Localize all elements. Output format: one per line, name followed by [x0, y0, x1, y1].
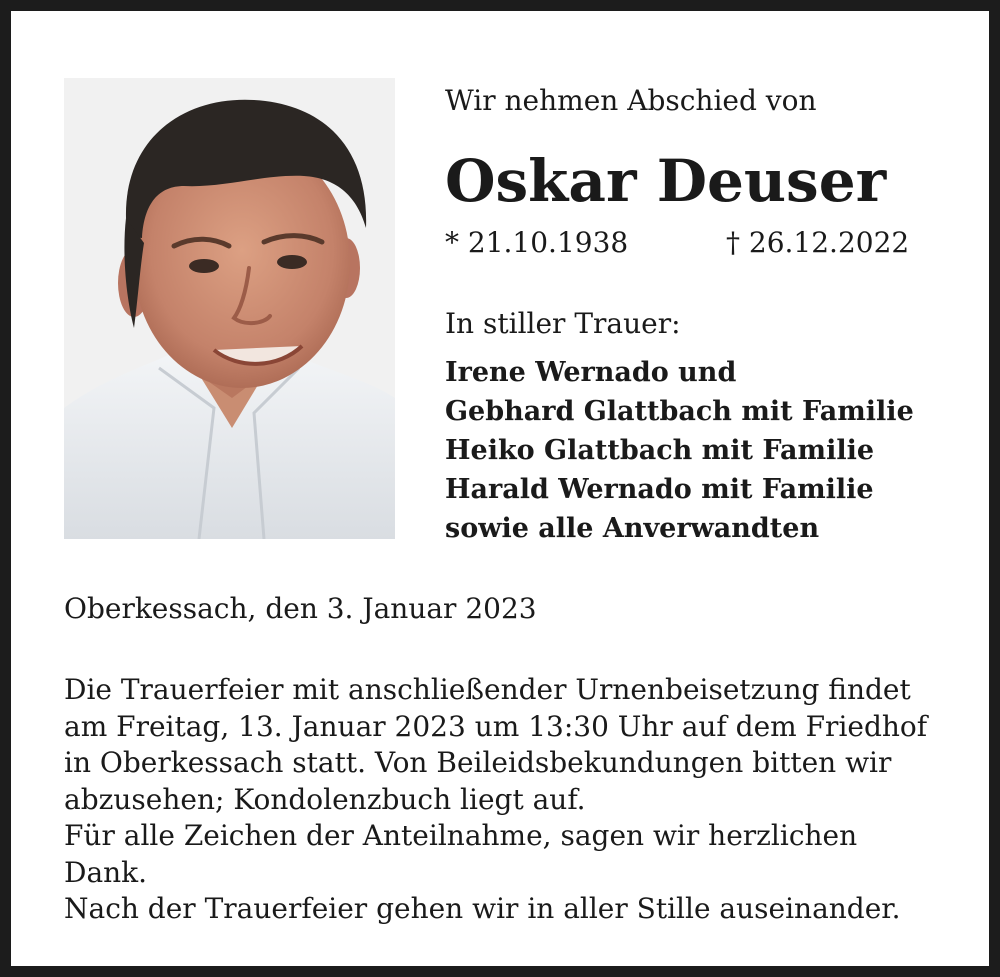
intro-text: Wir nehmen Abschied von: [445, 84, 817, 117]
body-line: Dank.: [64, 855, 148, 889]
place-and-date: Oberkessach, den 3. Januar 2023: [64, 592, 537, 625]
body-line: Für alle Zeichen der Anteilnahme, sagen wir herzlichen: [64, 819, 858, 852]
mourning-label: In stiller Trauer:: [445, 307, 681, 340]
portrait-photo: [64, 78, 395, 539]
body-line: abzusehen; Kondolenzbuch liegt auf.: [64, 782, 586, 816]
body-line: Nach der Trauerfeier gehen wir in aller Stille auseinander.: [64, 892, 901, 925]
deceased-name: Oskar Deuser: [445, 147, 887, 215]
mourner-entry: Harald Wernado mit Familie: [445, 474, 874, 505]
funeral-details: [64, 672, 979, 928]
mourner-entry: sowie alle Anverwandten: [445, 513, 820, 544]
birth-date: * 21.10.1938: [445, 226, 629, 259]
mourner-entry: Irene Wernado und: [445, 357, 737, 388]
death-date: † 26.12.2022: [726, 226, 910, 259]
body-line: in Oberkessach statt. Von Beileidsbekundungen bitten wir: [64, 746, 892, 779]
mourner-entry: Heiko Glattbach mit Familie: [445, 435, 875, 466]
body-line: Die Trauerfeier mit anschließender Urnenbeisetzung findet: [64, 673, 911, 706]
body-line: am Freitag, 13. Januar 2023 um 13:30 Uhr auf dem Friedhof: [64, 709, 928, 743]
mourners-list: [445, 353, 914, 548]
mourner-entry: Gebhard Glattbach mit Familie: [445, 396, 914, 427]
